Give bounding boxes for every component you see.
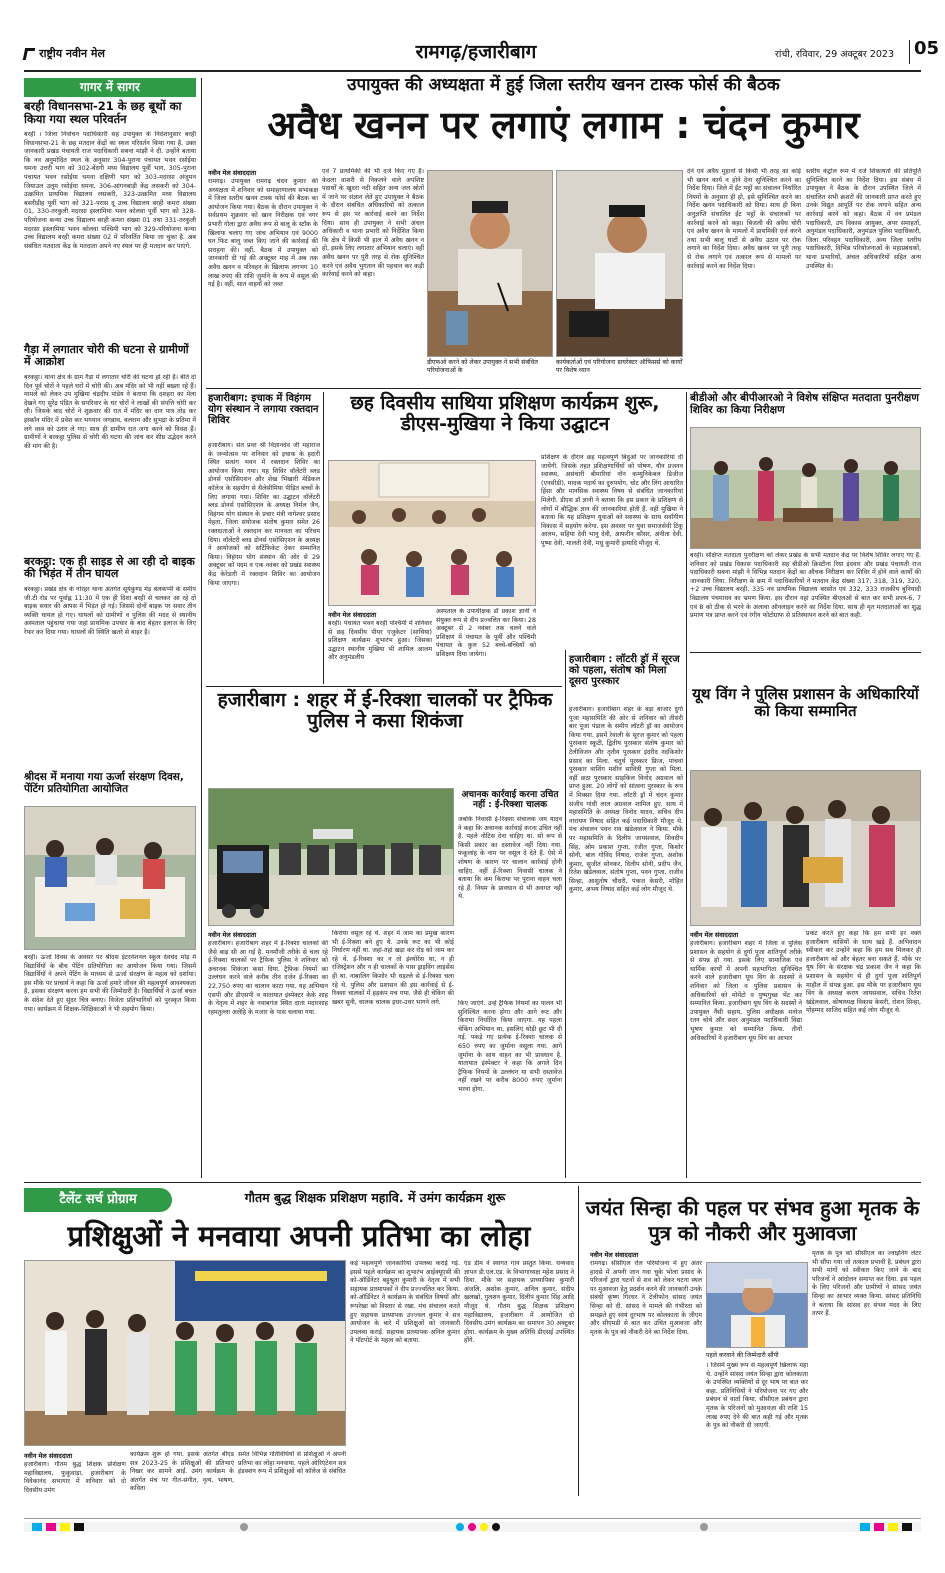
- lead-photo-caption-1: डीएफओ करने को लेकर उपायुक्त ने सभी संबंधित परियोजनाओं के: [427, 359, 538, 374]
- training-hall-image: [329, 461, 536, 606]
- bdo-title: बीडीओ और बीपीआरओ ने विशेष संक्षिप्त मतदाता पुनरीक्षण शिविर का किया निरीक्षण: [690, 392, 919, 416]
- sathiya-photo: [328, 460, 536, 606]
- youth-col1: हजारीबाग। हजारीबाग शहर में जिला व पुलिस प्रशासन के सहयोग से दुर्गा पूजा शांतिपूर्ण तरीके से संपन्न हो गया. इसके लिए सामाजिक एवं धार्मिक कार्यों में अपनी सहभागिता सुनिश्चित करने वाले हजारीबाग यूथ विंग के सदस्यों ने शनिवार को जिला व पुलिस प्रशासन के अधिकारियों को मोमेंटो व पुष्पगुच्छ भेंट कर सम्मानित किया. हजारीबाग यूथ विंग के सदस्यों ने उपायुक्त नैंसी सहाय, पुलिस अधीक्षक मनोज रतन चोथे और सदर अनुमंडल पदाधिकारी विद्या भूषण कुमार को सम्मानित किया. तीनों अधिकारियों ने हजारीबाग यूथ विंग का आभार: [690, 940, 802, 1042]
- sidebar-story4-body: बरही। ऊर्जा दिवस के अवसर पर श्रीदस इंटरनेशनल स्कूल देवचंद मोड़ में विद्यार्थियों के बीच पेंटिंग प्रतियोगिता का आयोजन किया गया। जिसमें विद्यार्थियों ने अपने पेंटिंग के माध्यम से ऊर्जा संरक्षण के महत्व को दर्शाया। इस मौके पर प्राचार्य ने कहा कि ऊर्जा हमारे जीवन की महत्वपूर्ण आवश्यकता है, इसका संरक्षण करना हम सभी की जिम्मेदारी है। विद्यार्थियों ने ऊर्जा बचत के संदेश देते हुए सुंदर चित्र बनाए। विजेता प्रतिभागियों को पुरस्कृत किया गया। कार्यक्रम में शिक्षक-शिक्षिकाओं ने भी सहयोग किया।: [24, 954, 196, 1013]
- jayant-photo-caption: पहले करवाने की जिम्मेदारी सौंपी: [706, 1352, 779, 1359]
- talent-col3: हजारीबाग। गौतम बुद्ध शिक्षक प्रशिक्षण महाविद्यालय, फुकुवाड़ा, हजारीबाग के विवेकानंद सभागार में शनिवार को दो दिवसीय उमंग: [24, 1461, 126, 1494]
- lottery-title: हजारीबाग : लॉटरी ड्रॉ में सूरज को पहला, संतोष को मिला दूसरा पुरस्कार: [569, 654, 680, 688]
- sidebar-painting-photo: [24, 806, 196, 950]
- erickshaw-right-divider: [565, 650, 566, 1178]
- lead-bottom-rule: [206, 388, 921, 389]
- talent-col1: कई महत्वपूर्ण जानकारियां उपलब्ध कराई गई. इससे पहले कार्यक्रम का शुभारंभ आईक्यूएसी की को-ऑर्डिनेटर बहुश्रुता कुमारी के नेतृत्व में सभी सहायक प्राध्यापकों ने दीप प्रज्ज्वलित कर किया. को-ऑर्डिनेटर ने कार्यक्रम के संबंधित विषयों और रूपरेखा को विस्तार से रखा. मंच संचालन करते हुए सहायक प्राध्यापक उज्ज्वल कुमार ने सत्र आयोजन के बारे में प्रशिक्षुओं को जानकारी उपलब्ध कराई. सहायक प्राध्यापक अनिल कुमार ने पॉटपोर्ट के महत्व को बताया.: [350, 1260, 460, 1345]
- talent-right-divider: [578, 1186, 579, 1496]
- yoga-body: हजारीबाग। संत प्रवर श्री विज्ञानदेव जी महाराज के जन्मोत्सव पर शनिवार को इचाक के हदारी स्थित सत्संग भवन में रक्तदान शिविर का आयोजन किया गया। यह शिविर वॉलेंटरी ब्लड डोनर्स एसोसिएशन और शेख भिखारी मेडिकल कॉलेज के सहयोग से थैलेसीमिया पीड़ित बच्चों के लिए लगाया गया। शिविर का उद्घाटन वॉलेंटरी ब्लड डोनर्स एसोसिएशन के अध्यक्ष निर्मल जैन, विहंगम योग संस्थान के प्रचार मंत्री नागेश्वर प्रसाद मेहता, जिला संयोजक संतोष कुमार समेत 26 रक्तदाताओं ने रक्तदान कर मानवता का परिचय दिया। वॉलेंटरी ब्लड डोनर्स एसोसिएशन के अध्यक्ष ने आयोजकों को सर्टिफिकेट देकर सम्मानित किया। विहंगम योग संस्थान की ओर से 29 अक्टूबर को पदम व एक नवंबर को प्रखंड स्वास्थ्य केंद्र केरेडारी में रक्तदान शिविर का आयोजन किया जाएगा।: [208, 442, 320, 587]
- erickshaw-col2: किराया वसूल रहे थे. शहर में जाम का प्रमुख कारण भी ई-रिक्शा बने हुए थे. उनके रूट का भी कोई निर्धारण नहीं था. जहां-तहां खड़ा कर रोड को जाम कर रहे थे. ई-रिक्शा का न तो इंश्योरेंस था, न ही रजिस्ट्रेशन और न ही चालकों के पास ड्राइविंग लाइसेंस ही था. नाबालिग किशोर भी धड़ल्ले से ई-रिक्शा चला रहे थे. पुलिस और प्रशासन की इस कार्रवाई से ई-रिक्शा चालकों में हड़कंप मच गया. जैसे ही चेकिंग की खबर सुनी, चालक चालक इधर-उधर भागने लगे.: [332, 930, 454, 1006]
- masthead-divider: [909, 40, 910, 64]
- jayant-col1: रामगढ़। सीसीएल रोल परियोजना में हुए अंतर हादसे में अपनी जान गवा चुके भोला प्रसाद के परिजनों द्वारा घटनों से शव को लेकर घटना स्थल पर मुआवजा हेतु प्रदर्शन करने की जानकारी उनके संबंधी कृष्ण गिरधर ने टेलीफोन सांसद जयंत सिन्हा को दी. सांसद ने मामले की गंभीरता को समझते हुए स्वयं दूरभाष पर कोलकाता के जीएम और सीएमडी से बात कर उचित मुआवजा और मृतक के पुत्र को नौकरी देने का निर्देश दिया.: [590, 1260, 702, 1336]
- sathiya-right-divider: [686, 392, 687, 650]
- talent-col5: समेत विभिन्न गतिविधियों से प्रशिक्षुओं ने अपनी प्रतिभा का लोहा मनवाया. पहले ओरिएंटेशन सत्र इंडक्शन रूप में प्रशिक्षुओं को कॉलेज से संबंधित: [238, 1451, 346, 1476]
- erickshaw-col1: हजारीबाग। हजारीबाग शहर में ई-रिक्शा चालकों की जैसे बाढ़ सी आ गई है. मनमौजी तरीके से चला रहे ई-रिक्शा चालकों पर ट्रैफिक पुलिस ने शनिवार को अचानक शिकंजा कसा दिया. ट्रैफिक नियमों का उल्लंघन करने वाले करीब तीन दर्जन ई-रिक्शा का 22,750 रुपए का चालान काटा गया. यह अभियान एसपी और डीएसपी व यातायात इंस्पेक्टर केके शाह के नेतृत्व में शहर के नवाबगंज स्थित दाता मदारशाह रहमतुल्ला अलेहि के मजार के पास चलाया गया.: [208, 940, 328, 1016]
- lead-photo-1: [427, 170, 553, 357]
- bdo-bottom-rule: [690, 652, 921, 653]
- lead-photo-2: [556, 170, 683, 357]
- college-stage-image: [25, 1261, 346, 1446]
- erickshaw-photo: [208, 788, 454, 926]
- talent-kicker: गौतम बुद्ध शिक्षक प्रशिक्षण महावि. में उमंग कार्यक्रम शुरू: [244, 1190, 506, 1205]
- yoga-title: हजारीबाग: इचाक में विहंगम योग संस्थान ने लगाया रक्तदान शिविर: [208, 393, 319, 427]
- youth-photo: [690, 770, 921, 926]
- lead-col1: रामगढ़। उपायुक्त रामगढ़ चंदन कुमार की अध्यक्षता में शनिवार को समाहरणालय सभाकक्ष में जिला स्तरीय खनन टास्क फोर्स की बैठक का आयोजन किया गया। बैठक के दौरान उपायुक्त ने सर्वप्रथम शुक्रवार को खान निरीक्षक एवं नगर प्रभारी गोला द्वारा अवैध रूप से बालू के स्टॉक के खिलाफ चलाए गए जांच अभियान एवं 9000 घन फिट बालू जब्त किए जाने की कार्रवाई की सराहना की। वहीं, बैठक में उपायुक्त को जानकारी दी गई की अक्टूबर माह में अब तक अवैध खनन व परिवहन के खिलाफ लगभग 10 लाख रुपए की राशि जुर्माने के रूप में वसूल की गई है। वहीं, सात वाहनों को जब्त: [208, 178, 318, 289]
- lower-top-rule: [24, 1182, 921, 1183]
- bdo-photo: [690, 427, 921, 549]
- sidebar-story3-title: बरकट्ठा: एक ही साइड से आ रही दो बाइक की भिड़ंत में तीन घायल: [24, 555, 195, 581]
- sidebar-story1-title: बरही विधानसभा-21 के छह बूथों का किया गया स्थल परिवर्तन: [24, 99, 182, 126]
- lead-kicker: उपायुक्त की अध्यक्षता में हुई जिला स्तरीय खनन टास्क फोर्स की बैठक: [347, 75, 780, 95]
- lottery-body: हजारीबाग। हजारीबाग शहर के बड़ा बाजार दुर्गा पूजा महासमिति की ओर से शनिवार को तीसरी बार पूजा पंडाल के समीप लॉटरी ड्रॉ का आयोजन किया गया. इसमें रेवाली के सूरज कुमार को पहला पुरस्कार स्कूटी, द्वितीय पुरस्कार संतोष कुमार को टेलीविजन और तृतीय पुरस्कार इंदरीद नंदकिशोर प्रसाद का मिला. चतुर्थ पुरस्कार फ्रिज, पांचवां पुरस्कार वाशिंग मशीन सावित्री गुप्ता को मिला. वहीं छठा पुरस्कार साइकिल विनोद अग्रवाल को प्राप्त हुआ. 20 लोगों को सांत्वना पुरस्कार के रूप में मिक्सर दिया गया. लॉटरी ड्रॉ में चंदन कुमार संजीव गांधी लाल अग्रवाल शामिल हुए. साथ में महासमिति के अध्यक्ष विनोद यादव, सचिव दीप नारायण निषाद सहित कई पदाधिकारी मौजूद थे. मंच संचालन पवन राव खंडेलवाल ने किया. मौके पर महासमिति के दिलीप जायसवाल, शिवदीप सिंह, ओम प्रकाश गुप्ता, रंजीत गुप्ता, किशोर सोनी, बाल गोविंद निषाद, राजेश गुप्ता, अशोक कुमार, सुजीत सोनकर, दिलीप सोनी, प्रदीप जैन, रितेश खंडेलवाल, संतोष गुप्ता, पवन गुप्ता, राजीव सिन्हा, आशुतोष चौधरी, पंकज केसरी, मोहित कुमार, अभय निषाद सहित कई लोग मौजूद थे.: [569, 706, 683, 894]
- erickshaw-col4: किए जाएंगे. उन्हें ट्रैफिक नियमों का पालन भी सुनिश्चित करना होगा और आगे रूट और किराया निर्धारित किया जाएगा. यह पहला चेकिंग अभियान था, इसलिए थोड़ी छूट भी दी गई. पकड़े गए प्रत्येक ई-रिक्शा चालक से 650 रुपए का जुर्माना वसूला गया. आगे जुर्माना के साथ वाहन का भी प्रावधान है. यातायात इंस्पेक्टर ने कहा कि अगले दिन ट्रैफिक नियमों के उल्लंघन या सभी दस्तावेज नहीं रखने पर करीब 8000 रुपए जुर्माना भरना होगा.: [458, 1000, 562, 1093]
- lead-col3: देने एवं अवैध मुहानों से किसी भी तरह का कोई भी खनन कार्य न होने देना सुनिश्चित करने का निर्देश दिया। जिले में ईंट भट्ठों का संचालन निर्धारित नियमों के अनुसार ही हो, इसे सुनिश्चित करने का निर्देश खनन पदाधिकारी को दिया। साथ ही बिना अनुज्ञप्ति संचालित ईंट भट्ठों के संचालकों पर कार्रवाई करने को कहा। बिजली की अवैध चोरी एवं अवैध खनन के मामलों में प्राथमिकी दर्ज करने तथा सभी बालू घाटों से अवैध उठाव पर रोक लगाने का निर्देश दिया। अवैध खनन पर पूरी तरह से रोक लगाने एवं तत्काल रूप से मामलों पर कार्रवाई करने का निर्देश दिया।: [687, 168, 801, 270]
- bdo-body: बरही। संक्षिप्त मतदाता पुनरीक्षण को लेकर प्रखंड के सभी मतदान केंद्र पर विशेष शिविर लगाए गए हैं. शनिवार को प्रखंड विकास पदाधिकारी सह बीडीओ क्रिस्टीना रिया इंदवार और प्रखंड पंचायती राज पदाधिकारी सबना मांझी ने विभिन्न मतदान केंद्रों का औचक निरीक्षण कर शिविर में होने वाले कार्यों की जानकारी लिया. निरीक्षण के क्रम में पदाधिकारियों ने मतदान केंद्र संख्या 317, 318, 319, 320, +2 उच्च विद्यालय बरही, 335 नव प्राथमिक विद्यालय बरसोत एवं 332, 333 राजकीय बुनियादी विद्यालय पंचमाधव का भ्रमण किया. इस दौरान वहां उपस्थित बीएलओ से बात कर सभी प्रपत्र-6, 7 एवं 8 को ठीक से भरने के अलावा ऑनलाइन करने का निर्देश दिया. साथ ही मृत मतदाताओं का शुद्ध प्रमाण पत्र प्राप्त करने एवं रंगीन फोटोग्राफ से प्रतिस्थापन करने को बात कही.: [690, 552, 921, 620]
- mid-rule-left: [206, 686, 562, 687]
- jayant-sinha-portrait-image: [707, 1263, 808, 1348]
- lead-photo-caption-2: कार्यकर्ताओं एवं परियोजना डायरेक्टर ऑफिसर्स को कार्यों पर विशेष ध्यान: [556, 359, 683, 374]
- jayant-byline: नवीन मेल संवाददाता: [590, 1251, 639, 1259]
- talent-photo: [24, 1260, 346, 1446]
- dc-meeting-image-1: [428, 171, 553, 357]
- logo-mark-icon: [23, 48, 36, 60]
- voter-camp-image: [691, 428, 921, 549]
- jayant-photo: [706, 1262, 808, 1348]
- talent-col4: कार्यक्रम शुरू हो गया. इसके अंतर्गत बीएड सत्र 2023-25 के प्रशिक्षुओं की प्रतिभाएं निखर कर सामने आईं. उमंग कार्यक्रम के अंतर्गत मंच पर गीत-संगीत, नृत्य, भाषण, कविता: [130, 1451, 234, 1493]
- erickshaw-col3: जबकि निवासी ई-रिक्शा संचालक जय यादव ने कहा कि अचानक कार्रवाई करना उचित नहीं है. पहले नोटिस देना चाहिए था. सो रूप से किसी प्रकार का दस्तावेज नहीं दिया गया. फकूलांह के नाम पर वसूल दे देते हैं. ऐसे में शोषण के कारण पर चालान कार्रवाई होनी चाहिए. वहीं ई-रिक्शा निवासी चालक ने बताया कि कम किराया पर पुराना वाहन चला रहे हैं. नियम के प्रावधान से भी अवगत नहीं थे.: [458, 816, 562, 901]
- lead-byline: नवीन मेल संवाददाता: [208, 169, 257, 177]
- sidebar-story2-body: बरकट्ठा। थाना क्षेत्र के ग्राम गैड़ा में लगातार चोरी की घटना हो रही है। बीते दो दिन पूर्व चोरों ने पहले घरों में चोरी की। अब मंदिर को भी नहीं बख्शा रहे हैं। मामले को लेकर उप मुखिया चंद्रदीप पांडेय ने बताया कि दशहरा का मेला देखने गए सुरेंद्र पंडित के सपरिवार के घर चोरों ने लाखों की संपत्ति चोरी कर ली। जिसके बाद चोरों ने शुक्रवार की रात में मंदिर का दान पात्र तोड़ कर इस्कॉन मंदिर में प्रवेश कर भगवान जगन्नाथ, बलराम और सुभद्रा के प्रतिमा में लगे वस्त्र को उतार ले गए। साथ ही ग्रामीण रात जगा करने को विवश हैं। ग्रामीणों ने बरकट्ठा पुलिस से चोरी की घटना की जांच कर शीघ्र उद्भेदन करने की मांग की है।: [24, 374, 196, 450]
- footer-color-bar: [24, 1518, 921, 1532]
- sidebar-story1-body: बरही । जिला निर्वाचन पदाधिकारी सह उपायुक्त के निदेशानुसार बरही विधानसभा-21 के छह मतदान केंद्रों का स्थल परिवर्तन किया गया है. उक्त जानकारी प्रखंड पंचायती राज पदाधिकारी सबना मांझी ने दी. उन्होंने बताया कि नव अनुमोदित स्थल के अनुसार 304-पुराना पंचायत भवन रसोईया धमना उत्तरी भाग को 302-बेंदगी मध्य विद्यालय पूर्वी भाग, 305-पुराना पंचायत भवन रसोईया धमना दक्षिणी भाग को 303-मदरसा अंजुमन जियाउल उलूम रसोईया धमना, 306-आंगनबाड़ी केंद्र लसकरी को 304-उत्क्रमित प्राथमिक विद्यालय लसकरी, 323-उत्क्रमित मध्य विद्यालय बसरीडीह पूर्वी भाग को 321-परास दू उच्च विद्यालय बरही कमरा संख्या 01, 330-तरकुली मदरसा इस्लामिया भवन कोलवा पूर्वी भाग को 328-परियोजना कन्या उच्च विद्यालय बरही कमरा संख्या 01 तथा 331-तरकुली मदरसा इस्लामिया भवन कोलवा पश्चिमी भाग को 329-परियोजना कन्या उच्च विद्यालय बरही कमरा संख्या 02 में परिवर्तित किया जा चुका है. अब संबंधित मतदाता केंद्र के मतदाता अपने नए स्थल पर ही मतदान कर पाएंगे.: [24, 131, 196, 250]
- masthead-rule: [24, 70, 921, 72]
- talent-col2: एंड डीम ने स्वागत गान प्रस्तुत किया. धन्यवाद ज्ञापन डी.एल.एड. के विभागाध्यक्ष महेश प्रसाद ने दिया. मौके पर सहायक प्राध्यापिका कुमारी अंजलि, अशोक कुमार, अनिल कुमार, संदीप खलखो, गुलशन कुमार, दिलीप कुमार सिंह आदि मौजूद थे. गौतम बुद्ध शिक्षक प्रशिक्षण महाविद्यालय, हजारीबाग में आयोजित दो दिवसीय उमंग कार्यक्रम का समापन 30 अक्टूबर होगा. कार्यक्रम के मुख्य अतिथि डीएसई उपस्थित होंगे.: [464, 1260, 574, 1345]
- dc-meeting-image-2: [557, 171, 683, 357]
- sidebar-story3-body: बरकट्ठा। प्रखंड क्षेत्र के गोरहर थाना अंतर्गत सूर्यकुण्ड मेड़ बेलकप्पी के समीप जी.टी रोड पर पूर्वाह्न 11:30 में एक ही दिशा बरही से चलकर आ रहे दो बाइक सवार की आपस में भिड़ंत हो गई। जिससे दोनों बाइक पर सवार तीन व्यक्ति घायल हो गए। घायलों को ग्रामीणों व पुलिस की मदद से स्थानीय अस्पताल पहुंचाया गया जहां प्राथमिक उपचार के बाद बेहतर इलाज के लिए रेफर कर दिया गया। घायलों की स्थिति खतरे से बाहर है।: [24, 586, 196, 636]
- sathiya-byline: नवीन मेल संवाददाता: [328, 611, 377, 619]
- masthead: [24, 38, 940, 68]
- painting-competition-image: [25, 807, 196, 950]
- talent-band: टैलेंट सर्च प्रोग्राम: [24, 1188, 172, 1212]
- youth-headline: यूथ विंग ने पुलिस प्रशासन के अधिकारियों को किया सम्मानित: [692, 685, 919, 720]
- jayant-col3: मृतक के पुत्र को सीसीएल का ज्वाइनिंग लेटर भी सौंपा गया जो तत्काल प्रभावी है. प्रबंधन द्वारा सभी मांगों को स्वीकार किए जाने के बाद परिजनों ने आंदोलन समाप्त कर दिया. इस पहल के लिए परिजनों और ग्रामीणों ने सांसद जयंत सिन्हा का आभार व्यक्त किया. सांसद प्रतिनिधि ने बताया कि सांसद हर संभव मदद के लिए तत्पर हैं.: [812, 1250, 921, 1318]
- sidebar-band: गागर में सागर: [24, 78, 196, 97]
- jayant-col2: । जिसमें मुख्य रूप से महत्वपूर्ण खिलाफ महा थे. उन्होंने सांसद जयंत सिन्हा द्वारा कोलकाता के उपस्थित व्यक्तियों से दूर भाष पर बात कर कहा. प्रतिनिधियों ने परियोजना पर गए और प्रबंधन से वार्ता किया. सीसीएल प्रबंधन द्वारा मृतक के परिजनों को मुआवजा की राशि 15 लाख रुपए देने की बात कही गई और मृतक के पुत्र को नौकरी दी जाएगी.: [706, 1362, 808, 1430]
- page-number: 05: [914, 38, 940, 59]
- yoga-divider: [323, 392, 324, 684]
- paper-name: राष्ट्रीय नवीन मेल: [39, 47, 105, 60]
- lead-col2: एवं 7 प्राथमिकी की भी दर्ज किए गए हैं। केदला वाशरी से निकलने वाले अपशिष्ट पदार्थों के खुदरा नदी सहित अन्य जल स्रोतों में जाने पर संज्ञान लेते हुए उपायुक्त ने बैठक के दौरान संबंधित अधिकारियों को तत्काल रूप से इस पर कार्रवाई करने का निर्देश दिया। साथ ही उपायुक्त ने सभी अंचल अधिकारी व थाना प्रभारी को निर्देशित किया कि क्षेत्र में किसी भी हाल में अवैध खनन न हो, इसके लिए लगातार अभियान चलाएं। वहीं अवैध खनन पर पूरी तरह से रोक सुनिश्चित करने एवं अवैध भुगतान की पहचान कर कड़ी कार्रवाई करने को कहा।: [322, 168, 424, 279]
- talent-headline: प्रशिक्षुओं ने मनवाया अपनी प्रतिभा का लोहा: [67, 1219, 531, 1253]
- sidebar-divider: [201, 78, 202, 1178]
- sidebar-story2-title: गैड़ा में लगातार चोरी की घटना से ग्रामीणों में आक्रोश: [24, 343, 189, 369]
- paper-logo: [24, 43, 164, 61]
- section-title: रामगढ़/हजारीबाग: [415, 41, 537, 63]
- jayant-headline: जयंत सिन्हा की पहल पर संभव हुआ मृतक के पुत्र को नौकरी और मुआवजा: [585, 1196, 920, 1245]
- sathiya-col2: अस्पताल के उपाधीक्षक डॉ प्रकाश ज्ञानी ने संयुक्त रूप से दीप प्रज्वलित कर किया। 28 अक्टूबर से 2 नवंबर तक चलने वाले प्रशिक्षण में पंचायत के पूर्वी और पश्चिमी पंचायत के कुल 52 बच्चे-बच्चियों को प्रशिक्षण दिया जायेगा।: [436, 608, 536, 658]
- erickshaw-headline: हजारीबाग : शहर में ई-रिक्शा चालकों पर ट्रैफिक पुलिस ने कसा शिकंजा: [217, 689, 553, 733]
- youth-byline: नवीन मेल संवाददाता: [690, 931, 739, 939]
- erickshaw-yard-image: [209, 789, 454, 926]
- lead-headline: अवैध खनन पर लगाएं लगाम : चंदन कुमार: [267, 103, 860, 147]
- erickshaw-subhead: अचानक कार्रवाई करना उचित नहीं : ई-रिक्शा चालक: [461, 790, 559, 811]
- erickshaw-byline: नवीन मेल संवाददाता: [208, 931, 257, 939]
- youth-wing-felicitation-image: [691, 771, 921, 926]
- lead-col4: स्तरीय कंट्रोल रूम में दर्ज शिकायतों की प्रतिपूर्ति सुनिश्चित करने का निर्देश दिया। इस संबंध में उपायुक्त ने बैठक के दौरान उपस्थित जिले में संचालित सभी क्रशरों की जानकारी प्राप्त करते हुए उनके विद्युत आपूर्ति पर रोक लगाने सहित अन्य कार्रवाई करने को कहा। बैठक में वन प्रमंडल पदाधिकारी, उप विकास आयुक्त, अपर समाहर्ता, अनुमंडल पदाधिकारी, अनुमंडल पुलिस पदाधिकारी, जिला परिवहन पदाधिकारी, अन्य जिला स्तरीय पदाधिकारी, विभिन्न परियोजनाओं के महाप्रबंधकों, थाना प्रभारियों, अंचल अधिकारियों सहित अन्य उपस्थित थे।: [806, 168, 921, 270]
- sathiya-col1: बरही। पंचायत भवन बरही पश्चिमी में शनिवार से छह दिवसीय पीयर एजुकेटर (साथिया) प्रशिक्षण कार्यक्रम शुभारंभ हुआ। जिसका उद्घाटन स्थानीय मुखिया भी शामिल आलम और अनुमंडलीय: [328, 620, 432, 662]
- youth-col2: प्रकट करते हुए कहा कि हम सभी हर वक्त हजारीबाग वासियों के साथ खड़े हैं. अभिवादन स्वीकार कर उन्होंने कहा कि हम सब मिलकर ही हजारीबाग को और बेहतर बना सकते हैं. मौके पर यूथ विंग के संरक्षक चंद्र प्रकाश जैन ने कहा कि प्रशासन के सहयोग से ही दुर्गा पूजा शांतिपूर्ण माहौल में संपन्न हुआ. इस मौके पर हजारीबाग यूथ विंग के अध्यक्ष करण जायसवाल, सचिव रितेश खंडेलवाल, कोषाध्यक्ष विकास केसरी, रोशन सिन्हा, मोहम्मद साजिद सहित कई लोग मौजूद थे.: [806, 930, 921, 1015]
- sathiya-headline: छह दिवसीय साथिया प्रशिक्षण कार्यक्रम शुरू, डीएस-मुखिया ने किया उद्घाटन: [350, 392, 660, 436]
- youth-left-divider: [686, 650, 687, 1178]
- registration-marks: [24, 1520, 921, 1534]
- talent-byline: नवीन मेल संवाददाता: [24, 1452, 73, 1460]
- sidebar-story4-title: श्रीदस में मनाया गया ऊर्जा संरक्षण दिवस, पेंटिंग प्रतियोगिता आयोजित: [24, 771, 184, 795]
- dateline: रांची, रविवार, 29 अक्टूबर 2023: [774, 49, 894, 60]
- sathiya-col3: प्रशिक्षण के दौरान छह महत्वपूर्ण बिंदुओं पर जानकारियां दी जायेंगी. जिसके तहत प्रशिक्षणार्थियों को पोषण, यौन प्रजनन स्वास्थ्य, असंचारी बीमारियां नॉन कम्युनिकेबल डिजीज (एनसीडी), मादक पदार्थ का दुरुपयोग, चोट और लिंग आधारित हिंसा और मानसिक स्वास्थ्य विषय से संबंधित जानकारियां मिलेगी. डीएस डॉ ज्ञानी ने बताया कि इस प्रकार के प्रशिक्षण से लोगों में बौद्धिक ज्ञान की जानकारियां होती हैं. वहीं मुखिया ने बताया कि यह प्रशिक्षण युवाओं को स्वास्थ्य के साथ सर्वांगीण विकास में सहयोग करेगा. इस अवसर पर युवा समाजसेवी टिंकू आलम, सहिया देवी भानु देवी, आफरीन कौसर, अनीता देवी, पुष्पा देवी, मालती देवी, मधु कुमारी इत्यादि मौजूद थे.: [541, 454, 683, 547]
